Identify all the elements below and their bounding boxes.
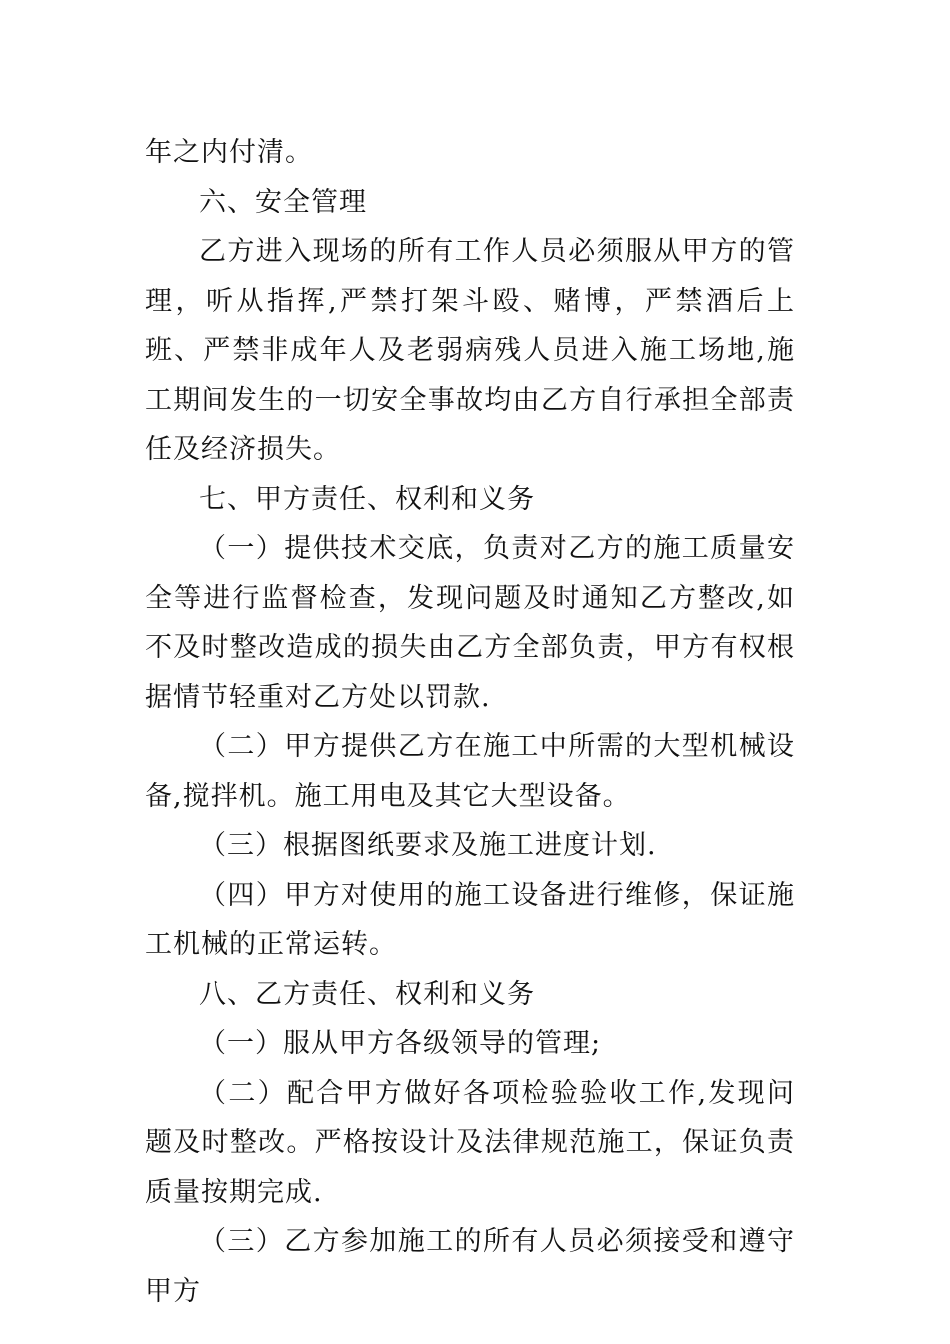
paragraph-party-a-item-3: （三）根据图纸要求及施工进度计划. (199, 830, 657, 861)
paragraph-party-b-item-2: （二）配合甲方做好各项检验验收工作,发现问题及时整改。严格按设计及法律规范施工，保证负责质量按期完成. (145, 1077, 795, 1208)
paragraph-party-a-item-1: （一）提供技术交底，负责对乙方的施工质量安全等进行监督检查，发现问题及时通知乙方整改,如不及时整改造成的损失由乙方全部负责，甲方有权根据情节轻重对乙方处以罚款. (145, 533, 795, 713)
paragraph-party-b-item-1: （一）服从甲方各级领导的管理; (199, 1028, 602, 1059)
paragraph-party-a-item-4: （四）甲方对使用的施工设备进行维修，保证施工机械的正常运转。 (145, 879, 795, 960)
paragraph-party-a-item-2: （二）甲方提供乙方在施工中所需的大型机械设备,搅拌机。施工用电及其它大型设备。 (145, 731, 795, 812)
document-body (145, 128, 795, 1316)
section-heading-party-b-duties: 八、乙方责任、权利和义务 (199, 978, 535, 1010)
paragraph-safety-rules: 乙方进入现场的所有工作人员必须服从甲方的管理，听从指挥,严禁打架斗殴、赌博，严禁酒后上班、严禁非成年人及老弱病残人员进入施工场地,施工期间发生的一切安全事故均由乙方自行承担全部责任及经济损失。 (145, 236, 795, 465)
section-heading-party-a-duties: 七、甲方责任、权利和义务 (199, 483, 535, 515)
section-heading-safety-management: 六、安全管理 (199, 186, 367, 218)
paragraph-party-b-item-3: （三）乙方参加施工的所有人员必须接受和遵守甲方 (145, 1226, 795, 1307)
paragraph-continuation: 年之内付清。 (145, 137, 313, 168)
